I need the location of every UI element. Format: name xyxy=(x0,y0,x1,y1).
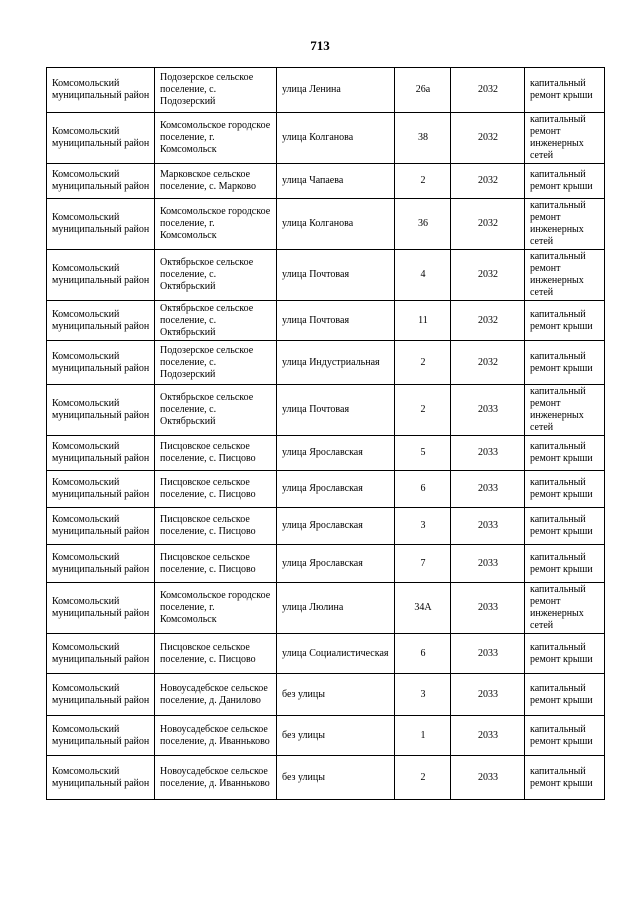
settlement-cell: Комсомольское городское поселение, г. Комсомольск xyxy=(155,113,277,164)
repair-schedule-table xyxy=(46,67,605,800)
year-cell: 2032 xyxy=(451,199,525,250)
house-number-cell: 38 xyxy=(395,113,451,164)
work-type-cell: капитальный ремонт крыши xyxy=(525,674,605,716)
settlement-cell: Октябрьское сельское поселение, с. Октябрьский xyxy=(155,301,277,341)
district-cell: Комсомольский муниципальный район xyxy=(47,250,155,301)
year-cell: 2033 xyxy=(451,508,525,545)
street-cell: улица Ленина xyxy=(277,68,395,113)
table-row xyxy=(47,634,605,674)
year-cell: 2032 xyxy=(451,68,525,113)
year-cell: 2033 xyxy=(451,756,525,800)
table-row xyxy=(47,756,605,800)
settlement-cell: Комсомольское городское поселение, г. Комсомольск xyxy=(155,583,277,634)
year-cell: 2032 xyxy=(451,250,525,301)
year-cell: 2032 xyxy=(451,113,525,164)
work-type-cell: капитальный ремонт инженерных сетей xyxy=(525,113,605,164)
table-row xyxy=(47,471,605,508)
street-cell: без улицы xyxy=(277,674,395,716)
district-cell: Комсомольский муниципальный район xyxy=(47,68,155,113)
house-number-cell: 6 xyxy=(395,634,451,674)
table-row xyxy=(47,674,605,716)
district-cell: Комсомольский муниципальный район xyxy=(47,634,155,674)
house-number-cell: 11 xyxy=(395,301,451,341)
settlement-cell: Писцовское сельское поселение, с. Писцово xyxy=(155,545,277,583)
house-number-cell: 26а xyxy=(395,68,451,113)
settlement-cell: Новоусадебское сельское поселение, д. Данилово xyxy=(155,674,277,716)
street-cell: улица Почтовая xyxy=(277,301,395,341)
table-row xyxy=(47,583,605,634)
street-cell: улица Ярославская xyxy=(277,436,395,471)
district-cell: Комсомольский муниципальный район xyxy=(47,674,155,716)
settlement-cell: Подозерское сельское поселение, с. Подозерский xyxy=(155,68,277,113)
table-row xyxy=(47,508,605,545)
table-row xyxy=(47,716,605,756)
street-cell: улица Индустриальная xyxy=(277,341,395,385)
work-type-cell: капитальный ремонт инженерных сетей xyxy=(525,199,605,250)
district-cell: Комсомольский муниципальный район xyxy=(47,113,155,164)
district-cell: Комсомольский муниципальный район xyxy=(47,583,155,634)
house-number-cell: 2 xyxy=(395,164,451,199)
work-type-cell: капитальный ремонт крыши xyxy=(525,545,605,583)
work-type-cell: капитальный ремонт крыши xyxy=(525,508,605,545)
year-cell: 2033 xyxy=(451,436,525,471)
work-type-cell: капитальный ремонт крыши xyxy=(525,471,605,508)
table-row xyxy=(47,164,605,199)
table-row xyxy=(47,341,605,385)
work-type-cell: капитальный ремонт крыши xyxy=(525,68,605,113)
street-cell: без улицы xyxy=(277,756,395,800)
street-cell: улица Ярославская xyxy=(277,545,395,583)
district-cell: Комсомольский муниципальный район xyxy=(47,471,155,508)
table-row xyxy=(47,385,605,436)
table-row xyxy=(47,301,605,341)
work-type-cell: капитальный ремонт крыши xyxy=(525,634,605,674)
year-cell: 2032 xyxy=(451,341,525,385)
year-cell: 2033 xyxy=(451,583,525,634)
house-number-cell: 36 xyxy=(395,199,451,250)
settlement-cell: Подозерское сельское поселение, с. Подозерский xyxy=(155,341,277,385)
house-number-cell: 6 xyxy=(395,471,451,508)
settlement-cell: Писцовское сельское поселение, с. Писцово xyxy=(155,436,277,471)
year-cell: 2033 xyxy=(451,471,525,508)
work-type-cell: капитальный ремонт инженерных сетей xyxy=(525,583,605,634)
work-type-cell: капитальный ремонт инженерных сетей xyxy=(525,385,605,436)
street-cell: улица Социалистическая xyxy=(277,634,395,674)
district-cell: Комсомольский муниципальный район xyxy=(47,756,155,800)
house-number-cell: 4 xyxy=(395,250,451,301)
settlement-cell: Писцовское сельское поселение, с. Писцово xyxy=(155,508,277,545)
house-number-cell: 34А xyxy=(395,583,451,634)
street-cell: без улицы xyxy=(277,716,395,756)
table-row xyxy=(47,545,605,583)
settlement-cell: Марковское сельское поселение, с. Марково xyxy=(155,164,277,199)
work-type-cell: капитальный ремонт крыши xyxy=(525,716,605,756)
year-cell: 2033 xyxy=(451,634,525,674)
street-cell: улица Колганова xyxy=(277,113,395,164)
year-cell: 2033 xyxy=(451,674,525,716)
year-cell: 2032 xyxy=(451,164,525,199)
settlement-cell: Новоусадебское сельское поселение, д. Иванньково xyxy=(155,756,277,800)
district-cell: Комсомольский муниципальный район xyxy=(47,164,155,199)
house-number-cell: 1 xyxy=(395,716,451,756)
district-cell: Комсомольский муниципальный район xyxy=(47,199,155,250)
street-cell: улица Ярославская xyxy=(277,508,395,545)
year-cell: 2033 xyxy=(451,545,525,583)
settlement-cell: Комсомольское городское поселение, г. Комсомольск xyxy=(155,199,277,250)
year-cell: 2033 xyxy=(451,385,525,436)
house-number-cell: 7 xyxy=(395,545,451,583)
house-number-cell: 2 xyxy=(395,385,451,436)
house-number-cell: 3 xyxy=(395,674,451,716)
district-cell: Комсомольский муниципальный район xyxy=(47,716,155,756)
work-type-cell: капитальный ремонт инженерных сетей xyxy=(525,250,605,301)
street-cell: улица Чапаева xyxy=(277,164,395,199)
work-type-cell: капитальный ремонт крыши xyxy=(525,436,605,471)
work-type-cell: капитальный ремонт крыши xyxy=(525,301,605,341)
year-cell: 2033 xyxy=(451,716,525,756)
street-cell: улица Колганова xyxy=(277,199,395,250)
street-cell: улица Ярославская xyxy=(277,471,395,508)
district-cell: Комсомольский муниципальный район xyxy=(47,341,155,385)
house-number-cell: 3 xyxy=(395,508,451,545)
house-number-cell: 2 xyxy=(395,756,451,800)
table-row xyxy=(47,250,605,301)
page-number: 713 xyxy=(310,38,330,53)
street-cell: улица Почтовая xyxy=(277,250,395,301)
district-cell: Комсомольский муниципальный район xyxy=(47,301,155,341)
work-type-cell: капитальный ремонт крыши xyxy=(525,341,605,385)
table-row xyxy=(47,199,605,250)
year-cell: 2032 xyxy=(451,301,525,341)
work-type-cell: капитальный ремонт крыши xyxy=(525,164,605,199)
work-type-cell: капитальный ремонт крыши xyxy=(525,756,605,800)
settlement-cell: Октябрьское сельское поселение, с. Октябрьский xyxy=(155,385,277,436)
settlement-cell: Писцовское сельское поселение, с. Писцово xyxy=(155,471,277,508)
district-cell: Комсомольский муниципальный район xyxy=(47,508,155,545)
district-cell: Комсомольский муниципальный район xyxy=(47,436,155,471)
settlement-cell: Писцовское сельское поселение, с. Писцово xyxy=(155,634,277,674)
street-cell: улица Почтовая xyxy=(277,385,395,436)
house-number-cell: 5 xyxy=(395,436,451,471)
house-number-cell: 2 xyxy=(395,341,451,385)
district-cell: Комсомольский муниципальный район xyxy=(47,385,155,436)
settlement-cell: Октябрьское сельское поселение, с. Октябрьский xyxy=(155,250,277,301)
table-row xyxy=(47,68,605,113)
district-cell: Комсомольский муниципальный район xyxy=(47,545,155,583)
settlement-cell: Новоусадебское сельское поселение, д. Иванньково xyxy=(155,716,277,756)
table-body xyxy=(47,68,605,800)
table-row xyxy=(47,113,605,164)
street-cell: улица Люлина xyxy=(277,583,395,634)
table-row xyxy=(47,436,605,471)
